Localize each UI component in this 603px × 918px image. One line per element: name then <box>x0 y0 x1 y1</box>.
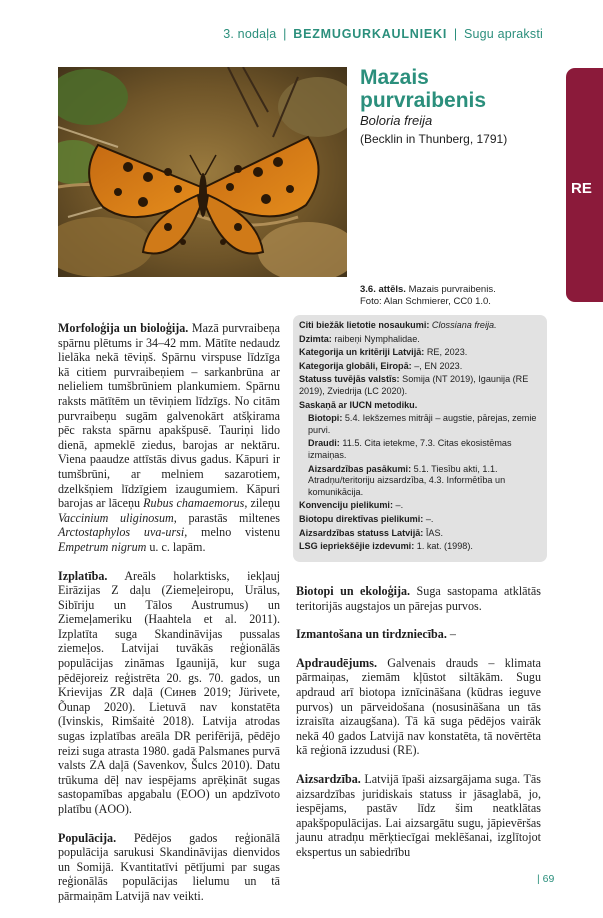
biotopes-paragraph <box>296 584 541 613</box>
species-author: (Becklin in Thunberg, 1791) <box>360 132 508 146</box>
protection-paragraph <box>296 772 541 860</box>
info-label: Draudi: <box>308 438 340 449</box>
section-label: BEZMUGURKAULNIEKI <box>293 27 448 41</box>
info-label: Citi biežāk lietotie nosaukumi: <box>299 320 430 330</box>
latin-term: Rubus chamaemorus <box>143 496 245 511</box>
info-value: Somija (NT 2019), Igaunija (RE 2019), Zviedrija (LC 2020). <box>299 374 529 396</box>
info-value: –. <box>425 513 434 524</box>
right-column <box>296 584 541 874</box>
info-other-names <box>299 320 541 332</box>
morphology-heading: Morfoloģija un bioloģija. <box>58 321 189 335</box>
threats-text: Galvenais drauds – klimata pārmaiņas, ziemām kļūstot siltākām. Sugu apdraud arī biotopa iznīcināšana (kūdras ieguve purvos) un pārveidošana (nosusināšana un tās izraisīta aizaugšana). Tā kā suga pēdējos vairāk nekā 40 gados Latvijā nav konstatēta, tā novērtēta kā reģionā izzudusi (RE). <box>296 655 541 758</box>
info-label: Biotopi: <box>308 413 343 424</box>
info-category-latvia <box>299 347 541 359</box>
use-heading: Izmantošana un tirdzniecība. <box>296 627 447 642</box>
info-label: Statuss tuvējās valstīs: <box>299 374 400 385</box>
species-latin-name: Boloria freija <box>360 113 433 128</box>
population-text: Pēdējos gados reģionālā populācija sarukusi Skandināvijas dienvidos un Somijā. Kvantitatīvi pētījumi par sugas reģionālās populācijas lielumu un tā pārmaiņām Latvijā nav veikti. <box>58 830 280 903</box>
info-previous-editions <box>299 541 541 553</box>
latin-term: Empetrum nigrum <box>58 539 147 554</box>
species-title: Mazais purvraibenis <box>360 66 487 112</box>
morphology-text: , zileņu <box>244 496 281 511</box>
info-label: Dzimta: <box>299 333 332 344</box>
morphology-paragraph <box>58 321 280 555</box>
info-label: Aizsardzības statuss Latvijā: <box>299 527 424 538</box>
info-label: Kategorija un kritēriji Latvijā: <box>299 347 425 358</box>
header-separator: | <box>453 27 458 41</box>
info-biotopes <box>308 413 541 436</box>
page-number-value: 69 <box>542 873 555 885</box>
protection-text: Latvijā īpaši aizsargājama suga. Tās aizsardzības juridiskais statuss ir jāsaglabā, jo, iespējams, pastāv līdz šim neatklātas apakšpopulācijas. Lai aizsargātu sugu, jāpievēršas jaunu atradņu mērķtiecīgai meklēšanai, izglītojot ekspertus un sabiedrību <box>296 771 541 859</box>
info-value: 5.1. Tiesību akti, 1.1. Atradņu/teritoriju aizsardzība, 4.3. Informētība un komunikācija. <box>308 463 506 497</box>
use-paragraph <box>296 627 541 642</box>
category-tab-label: RE <box>571 180 592 197</box>
range-text: Areāls holarktisks, iekļauj Eirāzijas Z daļu (Ziemeļeiropu, Urālus, Sibīriju un Tālos Austrumus) un Ziemeļameriku (Haahtela et al. 2011). Izplatīta suga Skandināvijas pussalas ziemeļos. Latvijai tuvākās reģionālās populācijas zināmas Igaunijā, kur suga pēdējoreiz reģistrēta 20. gs. 70. gados, un Krievijas ZR daļā (Синев 2019; Jürivete, Õunap 2020). Lietuvā nav konstatēta (Ivinskis, Rimšaitė 2018). Latvija atrodas sugas izplatības areāla DR perifērijā, pēdējo reizi suga atrasta 1980. gadā Palsmanes purvā valsts ZA daļā (Savenkov, Šulcs 2010). Datu trūkuma dēļ nav iespējams aprēķināt sugas sastopamības apgabalu (EOO) un apdzīvoto platību (AOO). <box>58 568 281 816</box>
morphology-text: , melno vistenu <box>184 525 280 540</box>
info-threats <box>308 438 541 461</box>
info-label: Biotopu direktīvas pielikumi: <box>299 513 424 524</box>
range-paragraph <box>58 569 280 817</box>
figure-number: 3.6. attēls. <box>360 284 406 295</box>
range-heading: Izplatība. <box>58 568 108 583</box>
population-paragraph <box>58 831 280 904</box>
info-value: –, EN 2023. <box>414 360 463 371</box>
population-heading: Populācija. <box>58 830 117 845</box>
info-iucn <box>299 400 541 412</box>
info-habitat-directive <box>299 514 541 526</box>
running-header <box>223 27 543 41</box>
latin-term: Arctostaphylos uva-ursi <box>58 525 185 540</box>
info-label: Aizsardzības pasākumi: <box>308 463 412 474</box>
info-label: Kategorija globāli, Eiropā: <box>299 360 412 371</box>
species-info-box <box>293 315 547 562</box>
chapter-label: 3. nodaļa <box>223 27 277 41</box>
info-category-global <box>299 361 541 373</box>
info-value: 5.4. Iekšzemes mitrāji – augstie, pārejas, zemie purvi. <box>308 413 537 435</box>
info-value: –. <box>395 500 404 511</box>
info-measures <box>308 464 541 499</box>
butterfly-photo <box>58 67 347 277</box>
info-protection-status <box>299 528 541 540</box>
info-value: Clossiana freija. <box>431 320 497 330</box>
category-tab <box>566 68 603 302</box>
biotopes-heading: Biotopi un ekoloģija. <box>296 584 411 598</box>
figure-credit: Foto: Alan Schmierer, CC0 1.0. <box>360 296 491 307</box>
info-label: Saskaņā ar IUCN metodiku. <box>299 399 418 410</box>
info-value: RE, 2023. <box>426 347 468 358</box>
figure-caption <box>360 284 560 308</box>
protection-heading: Aizsardzība. <box>296 771 361 786</box>
morphology-text: , parastās miltenes <box>173 510 281 525</box>
info-value: raibeņi Nymphalidae. <box>334 333 420 344</box>
latin-term: Vaccinium uliginosum <box>58 510 174 525</box>
use-text: – <box>449 627 456 642</box>
subsection-label: Sugu apraksti <box>463 27 543 41</box>
morphology-text: Mazā purvraibeņa spārnu plētums ir 34–42 mm. Mātīte nedaudz lielāka nekā tēviņš. Spārnu virspuse līdzīga kā citiem purvraibeņiem – sarkanbrūna ar nelieliem tumšbrūniem plankumiem. Spārnu raksts mātītēm un tēviņiem līdzīgs. No citām purvraibeņu sugām galvenokārt atšķirama pēc raksta spārnu apakšpusē. Tauriņi lido dienā, apmeklē ziedus, barojas ar nektāru. Viena paaudze attīstās divus gadus. Kāpuri ir tumšbrūni, ar melniem sazarotiem, dzelkšņiem līdzīgiem izaugumiem. Kāpuri barojas ar lāceņu <box>58 321 280 511</box>
info-conventions <box>299 500 541 512</box>
header-separator: | <box>283 27 287 41</box>
info-family <box>299 334 541 346</box>
info-label: Konvenciju pielikumi: <box>299 500 393 511</box>
figure-text: Mazais purvraibenis. <box>408 284 496 295</box>
threats-paragraph <box>296 656 541 758</box>
page-number: | 69 <box>537 873 555 885</box>
left-column <box>58 321 280 918</box>
info-label: LSG iepriekšējie izdevumi: <box>299 541 415 552</box>
info-value: 1. kat. (1998). <box>416 541 473 552</box>
morphology-text: u. c. lapām. <box>146 539 206 554</box>
biotopes-text: Suga sastopama atklātās teritorijās augstajos un pārejas purvos. <box>296 584 541 613</box>
info-value: 11.5. Cita ietekme, 7.3. Citas ekosistēmas izmaiņas. <box>308 438 512 460</box>
info-value: ĪAS. <box>425 527 444 538</box>
info-neighbor-status <box>299 374 541 397</box>
threats-heading: Apdraudējums. <box>296 655 377 670</box>
